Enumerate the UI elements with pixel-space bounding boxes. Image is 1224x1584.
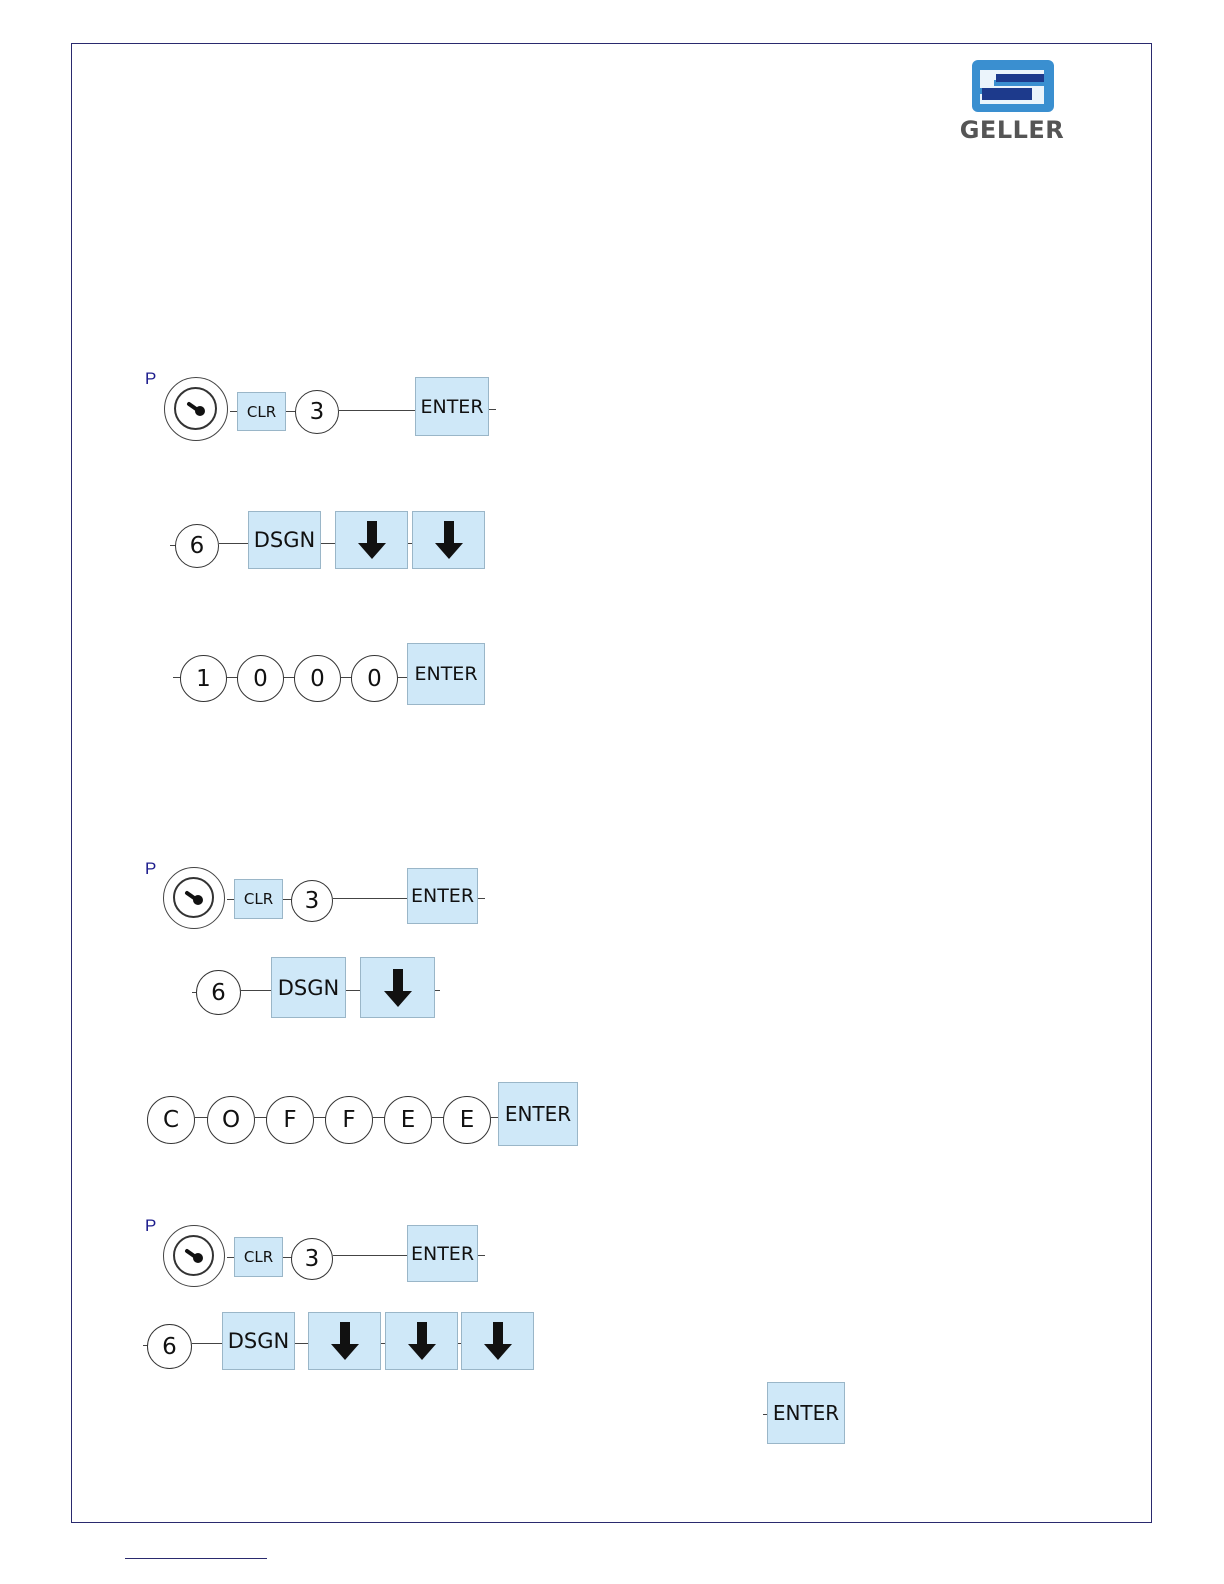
digit-key: 0 [237,655,284,702]
down-arrow-key [360,957,435,1018]
logo-wordmark: GELLER [959,116,1065,144]
down-arrow-key [461,1312,534,1370]
enter-key: ENTER [498,1082,578,1146]
enter-key: ENTER [407,1225,478,1282]
down-arrow-icon [383,969,413,1007]
letter-key: F [325,1096,373,1144]
clr-key: CLR [234,879,283,919]
clr-key: CLR [237,392,286,431]
down-arrow-icon [483,1322,513,1360]
mode-label-p: P [145,369,157,388]
page-frame [71,43,1152,1523]
number-key: 3 [291,1238,333,1280]
number-key: 6 [147,1324,192,1369]
down-arrow-key [385,1312,458,1370]
enter-key: ENTER [415,377,489,436]
letter-key: F [266,1096,314,1144]
letter-key: E [443,1096,491,1144]
down-arrow-key [308,1312,381,1370]
down-arrow-icon [357,521,387,559]
enter-key: ENTER [767,1382,845,1444]
digit-key: 1 [180,655,227,702]
mode-label-p: P [145,859,157,878]
down-arrow-icon [407,1322,437,1360]
enter-key: ENTER [407,868,478,924]
down-arrow-icon [434,521,464,559]
dsgn-key: DSGN [271,957,346,1018]
number-key: 6 [196,970,241,1015]
letter-key: O [207,1096,255,1144]
mode-keylock-icon [163,1225,225,1287]
down-arrow-icon [330,1322,360,1360]
letter-key: E [384,1096,432,1144]
letter-key: C [147,1096,195,1144]
down-arrow-key [412,511,485,569]
footer-rule [125,1558,267,1559]
number-key: 3 [295,390,339,434]
digit-key: 0 [294,655,341,702]
geller-logo-mark [952,58,1072,118]
dsgn-key: DSGN [248,511,321,569]
enter-key: ENTER [407,643,485,705]
clr-key: CLR [234,1237,283,1277]
geller-logo [952,58,1072,148]
dsgn-key: DSGN [222,1312,295,1370]
number-key: 3 [291,880,333,922]
mode-keylock-icon [164,377,228,441]
mode-label-p: P [145,1216,157,1235]
digit-key: 0 [351,655,398,702]
mode-keylock-icon [163,867,225,929]
down-arrow-key [335,511,408,569]
number-key: 6 [175,524,219,568]
